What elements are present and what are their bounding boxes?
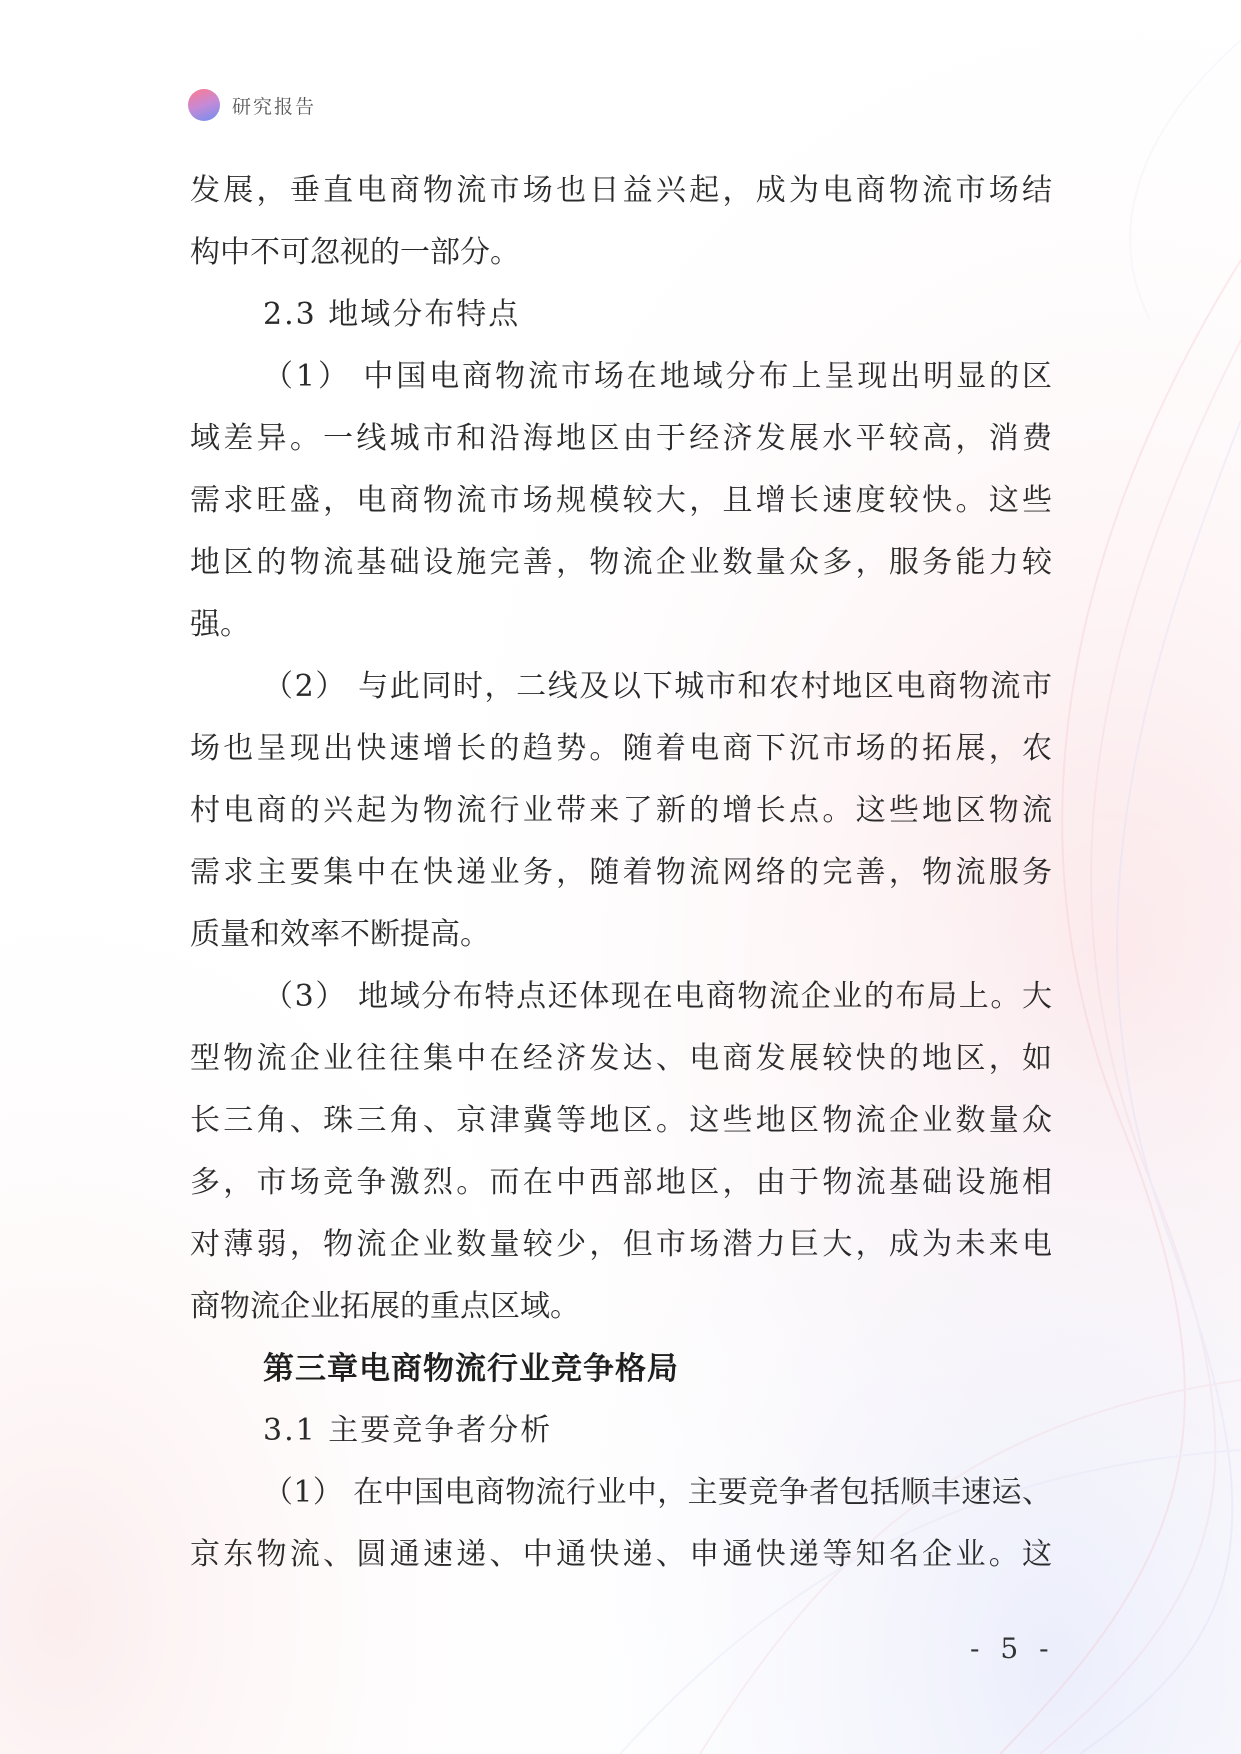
report-header xyxy=(188,89,316,121)
body-line: （3） 地域分布特点还体现在电商物流企业的布局上。大 xyxy=(263,979,1052,1014)
body-line: （1） 中国电商物流市场在地域分布上呈现出明显的区 xyxy=(263,359,1052,394)
body-line: 型物流企业往往集中在经济发达、电商发展较快的地区，如 xyxy=(190,1041,1052,1076)
chapter-heading: 第三章电商物流行业竞争格局 xyxy=(263,1351,679,1387)
section-heading: 2.3 地域分布特点 xyxy=(263,297,521,332)
body-line: 强。 xyxy=(190,607,250,642)
page-number: - 5 - xyxy=(970,1632,1055,1665)
body-line: 村电商的兴起为物流行业带来了新的增长点。这些地区物流 xyxy=(190,793,1052,828)
body-line: （1） 在中国电商物流行业中，主要竞争者包括顺丰速运、 xyxy=(263,1475,1052,1510)
body-line: 多，市场竞争激烈。而在中西部地区，由于物流基础设施相 xyxy=(190,1165,1052,1200)
section-heading: 3.1 主要竞争者分析 xyxy=(263,1413,553,1448)
document-body xyxy=(190,160,1052,1586)
body-line: （2） 与此同时，二线及以下城市和农村地区电商物流市 xyxy=(263,669,1052,704)
body-line: 质量和效率不断提高。 xyxy=(190,917,490,952)
logo-circle-icon xyxy=(188,89,220,121)
body-line: 需求旺盛，电商物流市场规模较大，且增长速度较快。这些 xyxy=(190,483,1052,518)
body-line: 对薄弱，物流企业数量较少，但市场潜力巨大，成为未来电 xyxy=(190,1227,1052,1262)
body-line: 长三角、珠三角、京津冀等地区。这些地区物流企业数量众 xyxy=(190,1103,1052,1138)
body-line: 地区的物流基础设施完善，物流企业数量众多，服务能力较 xyxy=(190,545,1052,580)
body-line: 商物流企业拓展的重点区域。 xyxy=(190,1289,580,1324)
header-title: 研究报告 xyxy=(232,95,317,118)
body-line: 域差异。一线城市和沿海地区由于经济发展水平较高，消费 xyxy=(190,421,1052,456)
body-line: 发展，垂直电商物流市场也日益兴起，成为电商物流市场结 xyxy=(190,173,1052,208)
body-line: 需求主要集中在快递业务，随着物流网络的完善，物流服务 xyxy=(190,855,1052,890)
body-line: 京东物流、圆通速递、中通快递、申通快递等知名企业。这 xyxy=(190,1537,1052,1572)
body-line: 构中不可忽视的一部分。 xyxy=(190,235,520,270)
body-line: 场也呈现出快速增长的趋势。随着电商下沉市场的拓展，农 xyxy=(190,731,1052,766)
